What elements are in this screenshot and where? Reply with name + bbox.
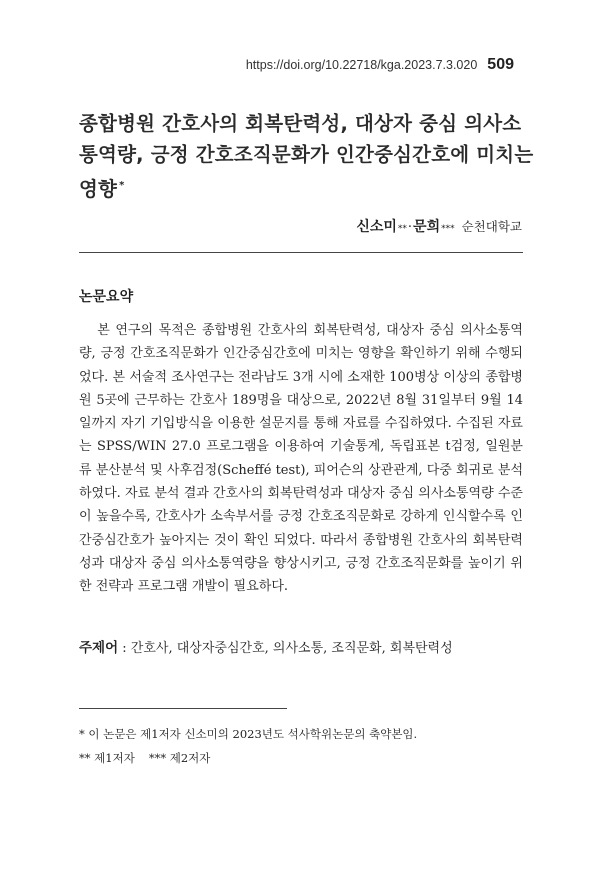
page-number: 509 bbox=[487, 56, 514, 73]
footnote-2: ** 제1저자 bbox=[79, 751, 135, 765]
abstract-heading: 논문요약 bbox=[79, 289, 134, 305]
footnote-1: * 이 논문은 제1저자 신소미의 2023년도 석사학위논문의 축약본임. bbox=[79, 727, 418, 741]
abstract-body: 본 연구의 목적은 종합병원 간호사의 회복탄력성, 대상자 중심 의사소통역량, 긍정 간호조직문화가 인간중심간호에 미치는 영향을 확인하기 위해 수행되었다. 본 서술적 조사연구는 전라남도 3개 시에 소재한 100병상 이상의 종합병원 5곳에 근무하는 간호사 189명을 대상으로, 2022년 8월 31일부터 9월 14일까지 자기 기입방식을 이용한 설문지를 통해 자료를 수집하였다. 수집된 자료는 SPSS/WIN 27.0 프로그램을 이용하여 기술통계, 독립표본 t검정, 일원분류 분산분석 및 사후검정(Scheffé test), 피어슨의 상관관계, 다중 회귀로 분석하였다. 자료 분석 결과 간호사의 회복탄력성과 대상자 중심 의사소통역량 수준이 높을수록, 간호사가 소속부서를 긍정 간호조직문화로 강하게 인식할수록 인간중심간호가 높아지는 것이 확인 되었다. 따라서 종합병원 간호사의 회복탄력성과 대상자 중심 의사소통역량을 향상시키고, 긍정 간호조직문화를 높이기 위한 전략과 프로그램 개발이 필요하다. bbox=[79, 323, 523, 595]
keywords-separator: : bbox=[118, 641, 131, 656]
title-text: 종합병원 간호사의 회복탄력성, 대상자 중심 의사소통역량, 긍정 간호조직문화가 인간중심간호에 미치는 영향 bbox=[79, 112, 534, 201]
affiliation: 순천대학교 bbox=[461, 219, 522, 234]
footnote-divider bbox=[79, 708, 287, 709]
author-2-mark: *** bbox=[441, 224, 455, 234]
keywords-terms: 간호사, 대상자중심간호, 의사소통, 조직문화, 회복탄력성 bbox=[130, 641, 453, 656]
author-2-name: 문희 bbox=[413, 219, 441, 235]
header-divider bbox=[79, 252, 523, 253]
author-1-mark: ** bbox=[397, 224, 407, 234]
keywords bbox=[79, 636, 523, 656]
keywords-label: 주제어 bbox=[79, 640, 119, 656]
footnote-2-3 bbox=[79, 746, 523, 770]
doi-link[interactable]: https://doi.org/10.22718/kga.2023.7.3.020 bbox=[245, 58, 478, 72]
footnotes bbox=[79, 722, 523, 770]
author-line bbox=[356, 216, 522, 236]
title-footnote-mark: * bbox=[119, 180, 125, 191]
page-header bbox=[246, 56, 514, 74]
footnote-3: *** 제2저자 bbox=[148, 751, 211, 765]
paper-title bbox=[79, 108, 534, 205]
author-1-name: 신소미 bbox=[356, 219, 397, 235]
author-separator: · bbox=[407, 220, 413, 235]
